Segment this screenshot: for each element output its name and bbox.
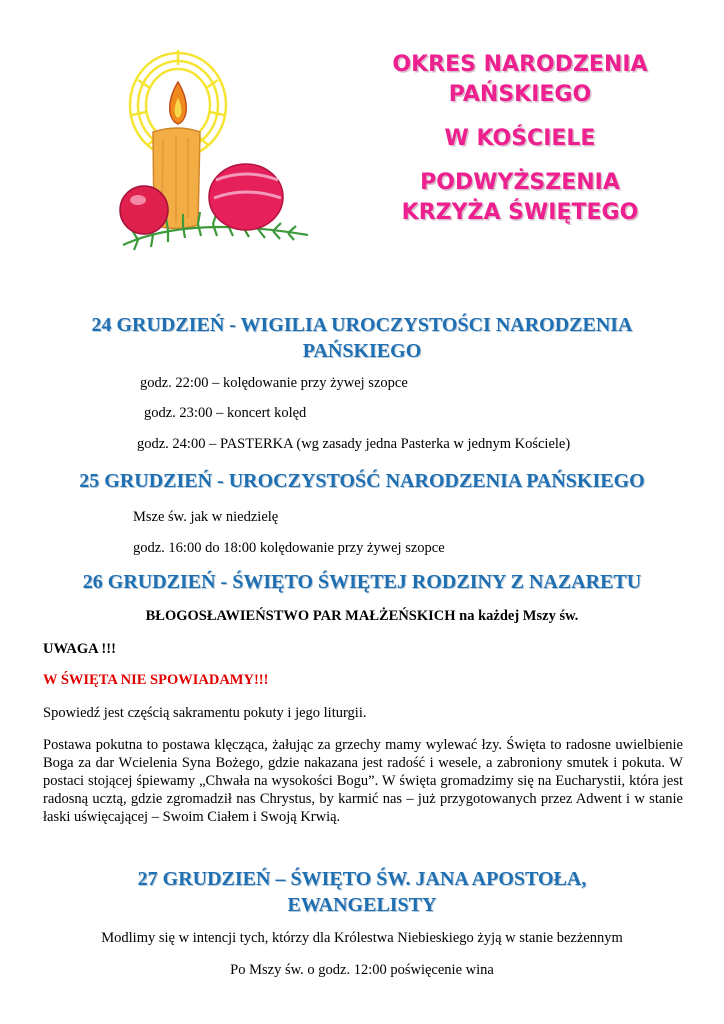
day25-heading: 25 GRUDZIEŃ - UROCZYSTOŚĆ NARODZENIA PAŃSKIEGO [79,470,645,492]
confession-paragraph: Spowiedź jest częścią sakramentu pokuty i jego liturgii. [43,705,367,721]
day24-heading-line1: 24 GRUDZIEŃ - WIGILIA UROCZYSTOŚCI NARODZENIA [91,314,633,336]
day24-item: godz. 24:00 – PASTERKA (wg zasady jedna Pasterka w jednym Kościele) [137,436,571,452]
day24-item: godz. 22:00 – kolędowanie przy żywej szopce [140,375,408,391]
warning-text: W ŚWIĘTA NIE SPOWIADAMY!!! [43,672,269,688]
prayer-intention: Modlimy się w intencji tych, którzy dla Królestwa Niebieskiego żyją w stanie bezżennym [101,930,623,946]
day25-item: godz. 16:00 do 18:00 kolędowanie przy żywej szopce [133,540,445,556]
day24-heading [20,312,704,364]
title-line: PAŃSKIEGO [448,82,592,107]
day27-heading-line2: EWANGELISTY [287,894,437,916]
wine-blessing: Po Mszy św. o godz. 12:00 poświęcenie wina [230,962,494,978]
page-title [360,50,680,228]
day27-heading-line1: 27 GRUDZIEŃ – ŚWIĘTO ŚW. JANA APOSTOŁA, [137,868,587,890]
title-line: OKRES NARODZENIA [392,52,648,77]
day26-heading: 26 GRUDZIEŃ - ŚWIĘTO ŚWIĘTEJ RODZINY Z NAZARETU [82,571,642,593]
feast-paragraph: Postawa pokutna to postawa klęcząca, żałując za grzechy mamy wylewać łzy. Święta to radosne uwielbienie Boga za dar Wcielenia Syna Bożego, gdzie nakazana jest radość i wesele, a zabroniony smutek i pokuta. W postaci stojącej śpiewamy „Chwała na wysokości Bogu”. W święta gromadzimy się na Eucharystii, która jest radosną ucztą, gdzie zgromadził nas Chrystus, by karmić nas – już przygotowanych przez Adwent i w stanie łaski uświęcającej – Swoim Ciałem i Swoją Krwią. [43,737,683,825]
advent-candle-icon [118,40,318,270]
title-line: PODWYŻSZENIA [420,170,620,195]
attention-label: UWAGA !!! [43,641,116,657]
day27-heading [20,866,704,918]
blessing-note: BŁOGOSŁAWIEŃSTWO PAR MAŁŻEŃSKICH na każdej Mszy św. [145,608,579,624]
title-line: W KOŚCIELE [444,126,596,151]
day24-item: godz. 23:00 – koncert kolęd [144,405,307,421]
day24-heading-line2: PAŃSKIEGO [302,340,422,362]
title-line: KRZYŻA ŚWIĘTEGO [401,200,639,225]
day25-item: Msze św. jak w niedzielę [133,509,279,525]
